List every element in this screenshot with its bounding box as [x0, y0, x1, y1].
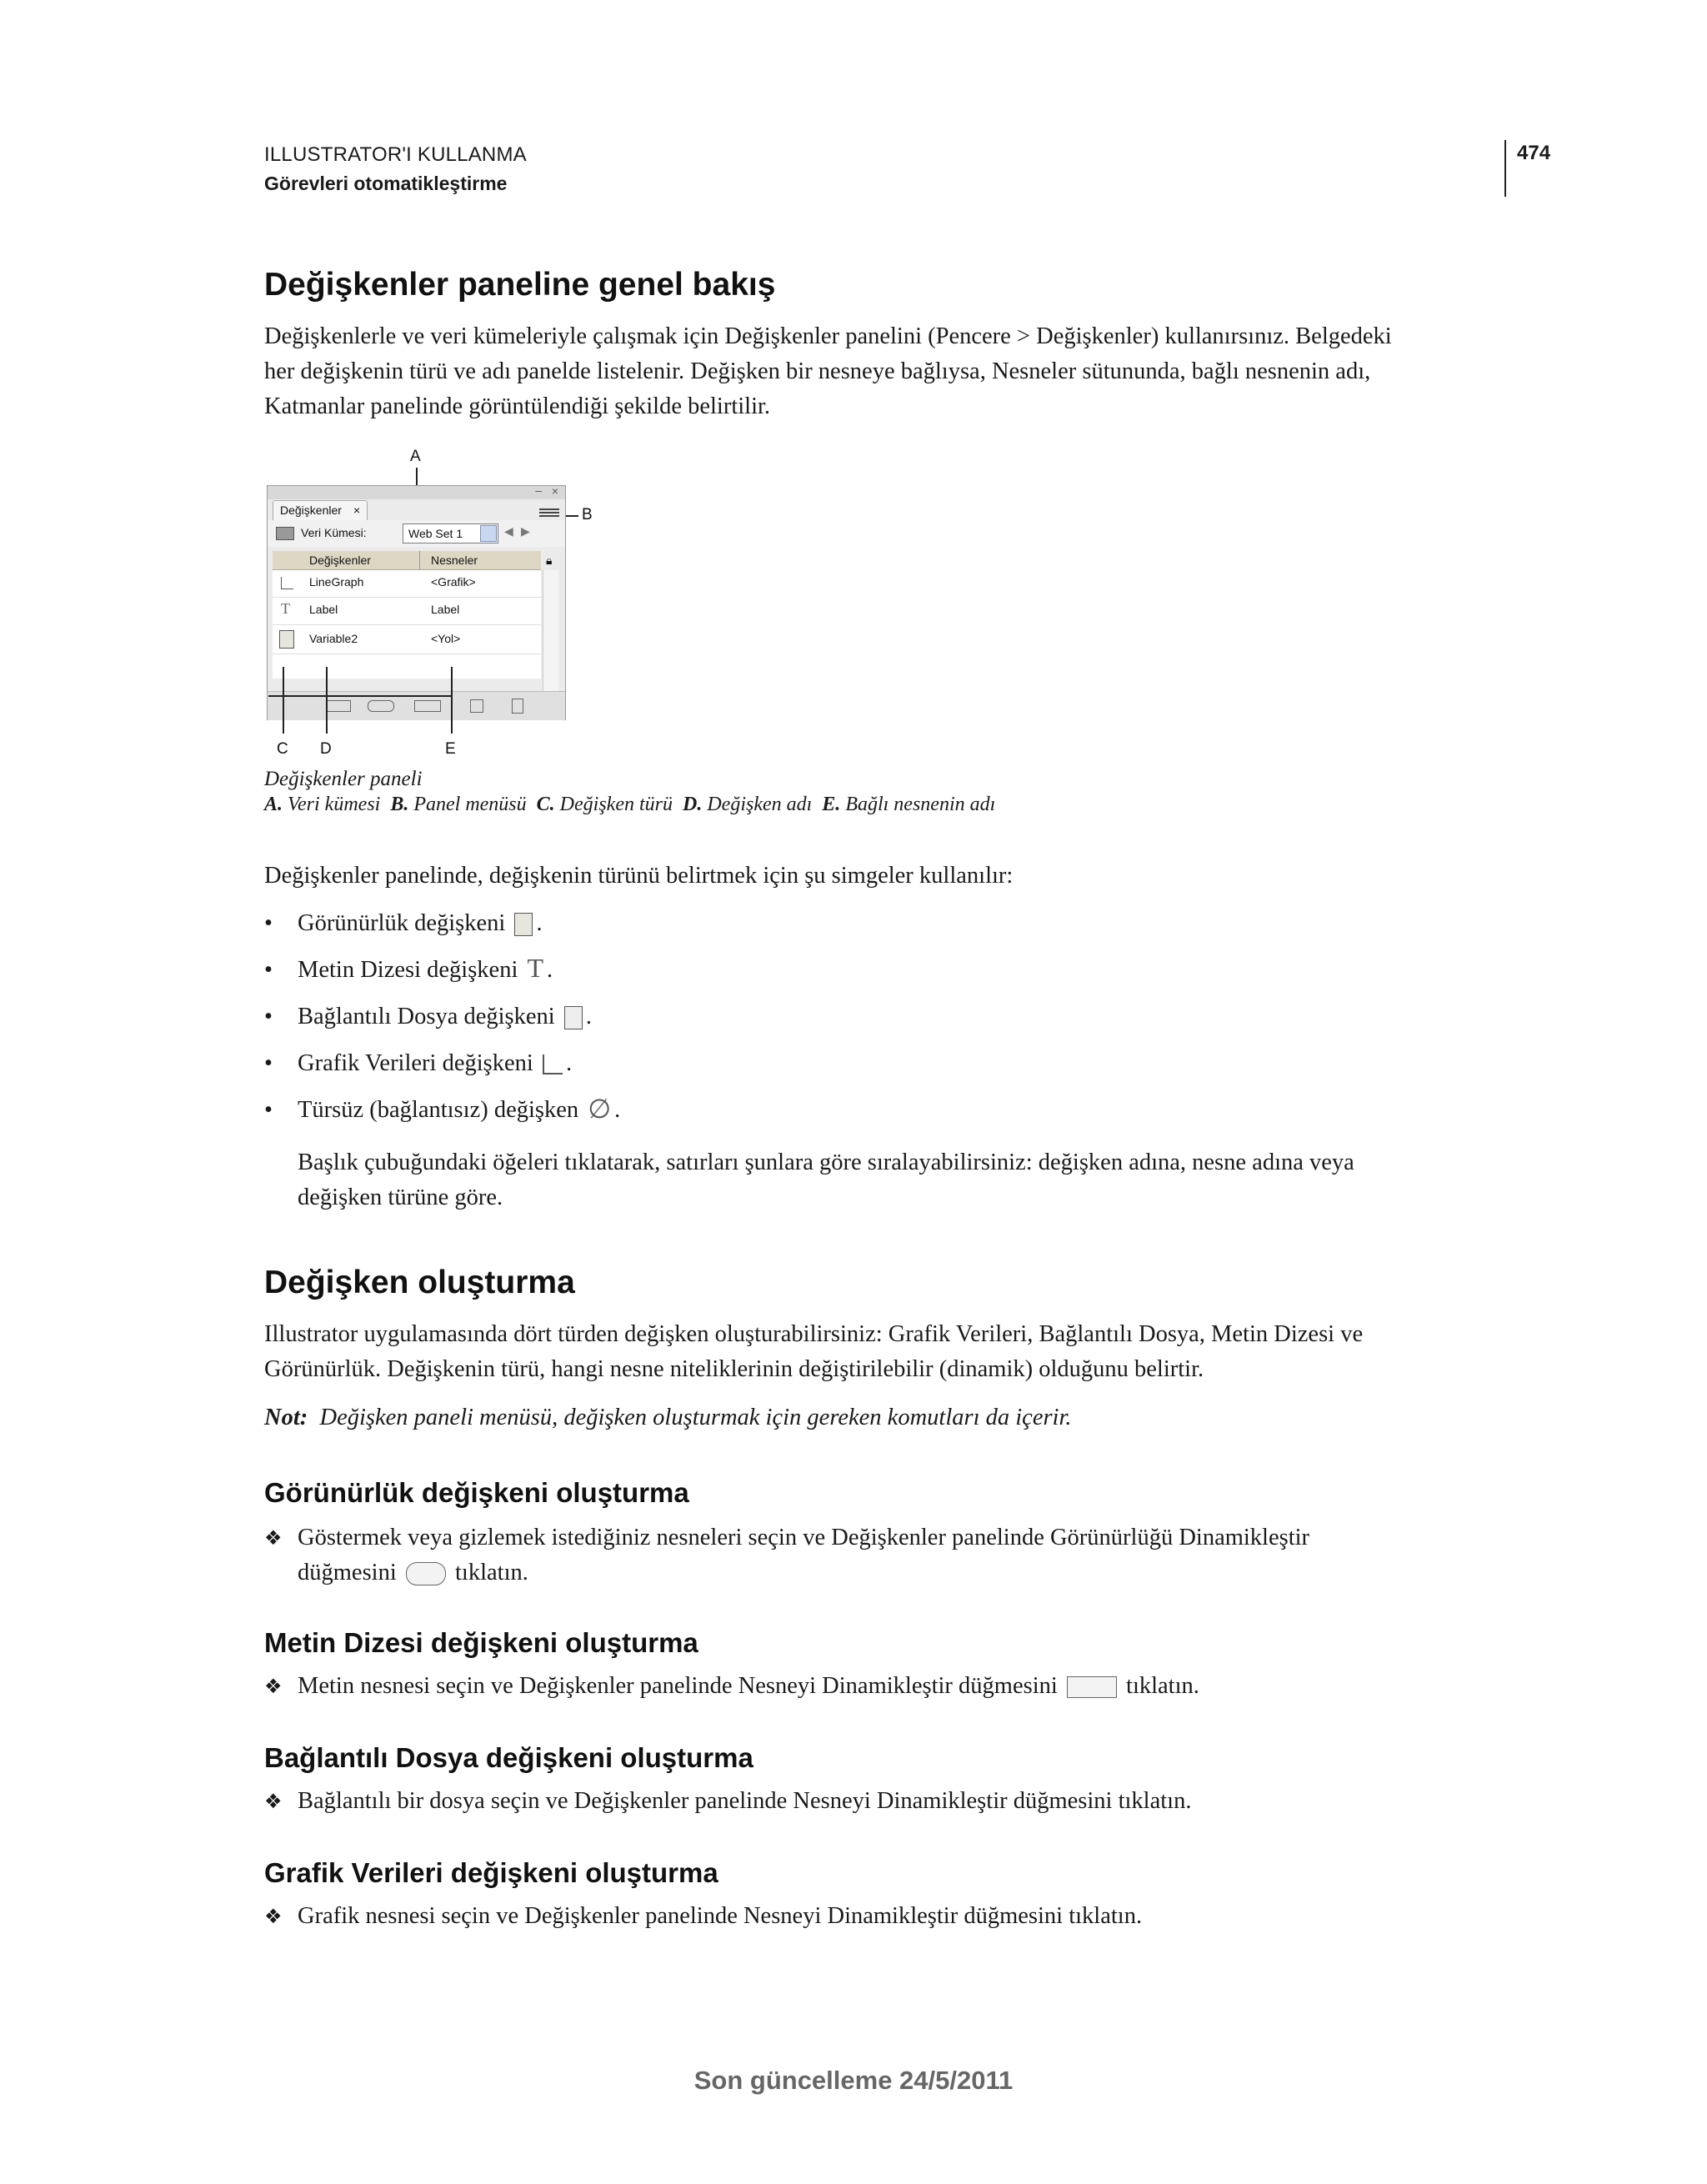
text-icon: T: [527, 952, 544, 983]
running-header-chapter: Görevleri otomatikleştirme: [264, 173, 508, 194]
caption-key: E.: [822, 794, 841, 815]
step-marker: ❖: [264, 1526, 283, 1550]
capture-dataset-icon[interactable]: [276, 527, 294, 540]
header-divider: [1504, 140, 1506, 197]
step-marker: ❖: [264, 1790, 283, 1813]
step: ❖ Göstermek veya gizlemek istediğiniz nesneleri seçin ve Değişkenler panelinde Görünürlüğü Dinamikleştir düğmesini tıklatın.: [264, 1520, 1309, 1590]
callout-e-line: [451, 667, 453, 734]
callout-a: A: [410, 448, 421, 465]
dataset-row: [268, 520, 565, 547]
make-object-dynamic-icon: [1067, 1676, 1117, 1698]
lock-icon[interactable]: 🔒︎: [546, 554, 553, 567]
bullet-text: Görünürlük değişkeni: [298, 910, 506, 936]
list-item: • Bağlantılı Dosya değişkeni .: [264, 1004, 592, 1029]
column-header-variables[interactable]: Değişkenler: [309, 554, 371, 567]
step-marker: ❖: [264, 1905, 283, 1928]
dataset-value: Web Set 1: [408, 527, 463, 540]
paragraph-line: Değişkenlerle ve veri kümeleriyle çalışmak için Değişkenler panelini (Pencere > Değişkenler) kullanırsınız. Belgedeki: [264, 323, 1392, 349]
make-visibility-dynamic-button[interactable]: [368, 700, 394, 712]
caption-text: Değişken adı: [707, 794, 813, 815]
trash-icon[interactable]: [512, 699, 523, 714]
dataset-label: Veri Kümesi:: [301, 526, 367, 539]
note-label: Not:: [264, 1405, 308, 1430]
bullet-text: Bağlantılı Dosya değişkeni: [298, 1004, 555, 1029]
section-heading-create: Değişken oluşturma: [264, 1265, 575, 1300]
subheading-linked-file: Bağlantılı Dosya değişkeni oluşturma: [264, 1742, 753, 1773]
no-type-icon: ∅: [588, 1093, 612, 1125]
caption-key: B.: [390, 794, 409, 815]
variable-name: Label: [309, 603, 338, 616]
object-name: <Grafik>: [431, 575, 476, 589]
callout-d-line: [326, 667, 328, 734]
paragraph-line: değişken türüne göre.: [298, 1185, 503, 1210]
create-paragraph: [264, 1317, 1506, 1387]
caption-text: Değişken türü: [559, 794, 673, 815]
text-icon: T: [281, 600, 290, 617]
step: ❖ Grafik nesnesi seçin ve Değişkenler panelinde Nesneyi Dinamikleştir düğmesini tıklatın.: [264, 1899, 1142, 1934]
chevron-down-icon[interactable]: [480, 525, 497, 542]
list-item: • Görünürlük değişkeni .: [264, 910, 543, 936]
table-row[interactable]: [273, 598, 541, 625]
list-item: • Türsüz (bağlantısız) değişken ∅ .: [264, 1093, 621, 1125]
bullet-marker: •: [264, 1050, 273, 1076]
bullet-marker: •: [264, 910, 273, 936]
graph-data-icon: [543, 1054, 563, 1074]
visibility-icon: [514, 913, 533, 936]
caption-text: Veri kümesi: [288, 794, 381, 815]
paragraph-line: Katmanlar panelinde görüntülendiği şekilde belirtilir.: [264, 393, 771, 419]
callout-baseline: [268, 695, 452, 697]
visibility-icon: [279, 630, 294, 649]
column-divider: [419, 551, 420, 569]
page-number: 474: [1517, 142, 1551, 164]
variables-panel: [267, 485, 566, 720]
bullet-marker: •: [264, 957, 273, 983]
overview-paragraph: [264, 319, 1506, 424]
paragraph-line: Görünürlük. Değişkenin türü, hangi nesne niteliklerinin değiştirilebilir (dinamik) olduğunu belirtir.: [264, 1356, 1204, 1382]
paragraph-line: Illustrator uygulamasında dört türden değişken oluşturabilirsiniz: Grafik Verileri, Bağlantılı Dosya, Metin Dizesi ve: [264, 1321, 1364, 1347]
step-marker: ❖: [264, 1675, 283, 1698]
step: ❖ Bağlantılı bir dosya seçin ve Değişkenler panelinde Nesneyi Dinamikleştir düğmesini tıklatın.: [264, 1784, 1191, 1819]
callout-b: B: [582, 506, 593, 523]
next-dataset-icon[interactable]: ▶: [521, 524, 530, 538]
caption-text: Bağlı nesnenin adı: [845, 794, 996, 815]
variable-name: LineGraph: [309, 575, 364, 589]
object-name: Label: [431, 603, 460, 616]
note: [264, 1405, 1072, 1431]
sort-note: [298, 1145, 1506, 1215]
bullet-marker: •: [264, 1097, 273, 1123]
column-header-objects[interactable]: Nesneler: [431, 554, 478, 567]
scrollbar[interactable]: [543, 570, 558, 691]
close-icon[interactable]: ×: [551, 484, 558, 498]
minimize-icon[interactable]: –: [535, 483, 542, 497]
make-visibility-dynamic-icon: [406, 1562, 446, 1585]
caption-key: D.: [682, 794, 703, 815]
tab-close-icon[interactable]: ×: [353, 503, 361, 517]
table-row[interactable]: [273, 570, 541, 598]
callout-c: C: [277, 740, 288, 758]
panel-title-strip: [268, 483, 565, 499]
new-variable-button[interactable]: [470, 699, 483, 713]
running-header-title: ILLUSTRATOR'I KULLANMA: [264, 143, 527, 166]
caption-key: A.: [264, 794, 283, 815]
bullet-text: Grafik Verileri değişkeni: [298, 1050, 533, 1076]
figure-caption-title: Değişkenler paneli: [264, 768, 423, 790]
list-item: • Grafik Verileri değişkeni .: [264, 1050, 573, 1076]
paragraph-line: her değişkenin türü ve adı panelde listelenir. Değişken bir nesneye bağlıysa, Nesneler sütununda, bağlı nesnenin adı,: [264, 358, 1371, 384]
section-heading-overview: Değişkenler paneline genel bakış: [264, 267, 776, 303]
bullet-marker: •: [264, 1004, 273, 1029]
dataset-select[interactable]: [403, 523, 498, 543]
paragraph-line: Başlık çubuğundaki öğeleri tıklatarak, satırları şunlara göre sıralayabilirsiniz: değişken adına, nesne adına veya: [298, 1150, 1354, 1175]
graph-data-icon: [281, 577, 293, 589]
previous-dataset-icon[interactable]: ◀: [504, 524, 513, 538]
variable-name: Variable2: [309, 632, 358, 645]
footer-last-updated: Son güncelleme 24/5/2011: [693, 2066, 1014, 2095]
caption-key: C.: [536, 794, 555, 815]
linked-file-icon: [564, 1006, 583, 1029]
make-object-dynamic-button[interactable]: [326, 700, 351, 712]
variables-list: [273, 570, 541, 679]
bullet-text: Metin Dizesi değişkeni: [298, 957, 518, 983]
step: ❖ Metin nesnesi seçin ve Değişkenler panelinde Nesneyi Dinamikleştir düğmesini tıklatın.: [264, 1669, 1199, 1704]
table-row[interactable]: [273, 625, 541, 654]
bullet-text: Türsüz (bağlantısız) değişken: [298, 1097, 579, 1123]
subheading-text-string: Metin Dizesi değişkeni oluşturma: [264, 1627, 698, 1658]
panel-tab[interactable]: [273, 500, 368, 521]
caption-text: Panel menüsü: [413, 794, 527, 815]
callout-e: E: [445, 740, 456, 758]
panel-menu-icon[interactable]: [539, 508, 559, 518]
callout-d: D: [320, 740, 332, 758]
subheading-visibility: Görünürlük değişkeni oluşturma: [264, 1477, 689, 1508]
panel-tab-label: Değişkenler: [280, 503, 342, 517]
callout-c-line: [283, 667, 284, 734]
note-text: Değişken paneli menüsü, değişken oluşturmak için gereken komutları da içerir.: [319, 1405, 1072, 1430]
subheading-graph-data: Grafik Verileri değişkeni oluşturma: [264, 1857, 718, 1888]
unbind-variable-button[interactable]: [414, 700, 441, 712]
symbols-intro: Değişkenler panelinde, değişkenin türünü belirtmek için şu simgeler kullanılır:: [264, 863, 1014, 889]
object-name: <Yol>: [431, 632, 461, 645]
table-header: [273, 551, 541, 570]
figure-caption-legend: [264, 794, 995, 816]
list-item: • Metin Dizesi değişkeni T .: [264, 952, 553, 983]
